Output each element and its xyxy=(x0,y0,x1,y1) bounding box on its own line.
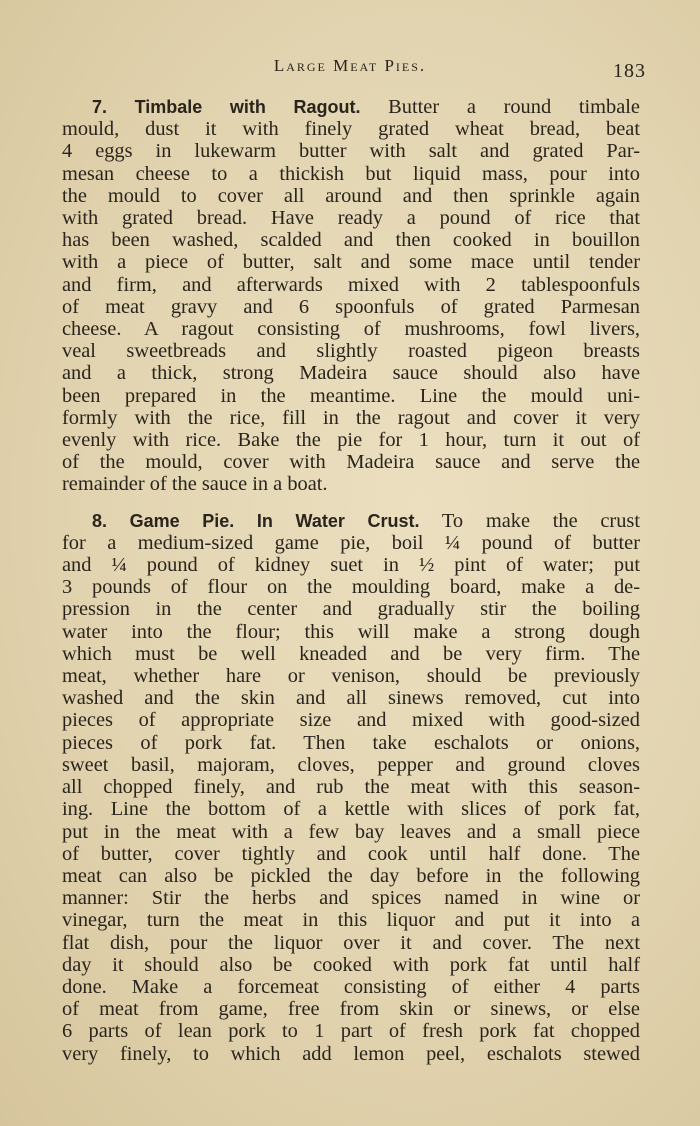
recipe-8-line: 3 pounds of flour on the moulding board, make a de- xyxy=(62,576,640,599)
recipe-7-line: mesan cheese to a thickish but liquid mass, pour into xyxy=(62,162,640,185)
recipe-7-line: of meat gravy and 6 spoonfuls of grated Parmesan xyxy=(62,295,640,318)
recipe-8-line: meat can also be pickled the day before in the following xyxy=(62,864,640,887)
recipe-8-line: done. Make a forcemeat consisting of either 4 parts xyxy=(62,975,640,998)
recipe-7-line: with a piece of butter, salt and some mace until tender xyxy=(62,251,640,274)
recipe-8-line: water into the flour; this will make a strong dough xyxy=(62,620,640,643)
recipe-8-line: 6 parts of lean pork to 1 part of fresh pork fat chopped xyxy=(62,1020,640,1043)
recipe-8-line: day it should also be cooked with pork fat until half xyxy=(62,953,640,976)
recipe-8-line: put in the meat with a few bay leaves and a small piece xyxy=(62,820,640,843)
recipe-7-line: Butter a round timbale xyxy=(388,96,640,118)
page-body xyxy=(62,96,640,1065)
recipe-8-line: flat dish, pour the liquor over it and cover. The next xyxy=(62,931,640,954)
page-number: 183 xyxy=(613,60,646,82)
recipe-8-line: all chopped finely, and rub the meat with this season- xyxy=(62,776,640,799)
recipe-8-line: of meat from game, free from skin or sinews, or else xyxy=(62,998,640,1021)
recipe-8-line: and ¼ pound of kidney suet in ½ pint of water; put xyxy=(62,554,640,577)
recipe-8-line: meat, whether hare or venison, should be previously xyxy=(62,665,640,688)
recipe-8-line: ing. Line the bottom of a kettle with slices of pork fat, xyxy=(62,798,640,821)
recipe-7-first-line xyxy=(62,96,640,118)
recipe-8-line: for a medium-sized game pie, boil ¼ pound of butter xyxy=(62,531,640,554)
recipe-7-line: been prepared in the meantime. Line the mould uni- xyxy=(62,384,640,407)
recipe-8-line: To make the crust xyxy=(441,509,640,532)
recipe-8-line: very finely, to which add lemon peel, eschalots stewed xyxy=(62,1042,640,1065)
recipe-8-line: manner: Stir the herbs and spices named in wine or xyxy=(62,887,640,910)
recipe-8-line: vinegar, turn the meat in this liquor and put it into a xyxy=(62,909,640,932)
recipe-7-line: cheese. A ragout consisting of mushrooms, fowl livers, xyxy=(62,318,640,341)
recipe-8-line: of butter, cover tightly and cook until half done. The xyxy=(62,842,640,865)
recipe-8-line: washed and the skin and all sinews removed, cut into xyxy=(62,687,640,710)
recipe-8-heading: 8. Game Pie. In Water Crust. xyxy=(92,510,420,531)
recipe-7-line: remainder of the sauce in a boat. xyxy=(62,473,328,496)
recipe-7-line: the mould to cover all around and then sprinkle again xyxy=(62,184,640,207)
recipe-7-line: and a thick, strong Madeira sauce should also have xyxy=(62,362,640,385)
recipe-7-heading: 7. Timbale with Ragout. xyxy=(92,97,361,117)
recipe-8-line: pieces of pork fat. Then take eschalots or onions, xyxy=(62,731,640,754)
recipe-7-line: and firm, and afterwards mixed with 2 tablespoonfuls xyxy=(62,273,640,296)
recipe-8-line: sweet basil, majoram, cloves, pepper and ground cloves xyxy=(62,753,640,776)
recipe-7-line: evenly with rice. Bake the pie for 1 hour, turn it out of xyxy=(62,429,640,452)
recipe-7-line: veal sweetbreads and slightly roasted pigeon breasts xyxy=(62,340,640,363)
recipe-8-first-line xyxy=(62,510,640,532)
running-head: Large Meat Pies. xyxy=(273,56,427,75)
recipe-8-line: pieces of appropriate size and mixed with good-sized xyxy=(62,709,640,732)
recipe-7-line: with grated bread. Have ready a pound of rice that xyxy=(62,207,640,230)
recipe-7-line: mould, dust it with finely grated wheat bread, beat xyxy=(62,118,640,141)
recipe-7-line: formly with the rice, fill in the ragout and cover it very xyxy=(62,406,640,429)
recipe-7-line: of the mould, cover with Madeira sauce and serve the xyxy=(62,451,640,474)
recipe-8-line: pression in the center and gradually stir the boiling xyxy=(62,598,640,621)
recipe-7-line: has been washed, scalded and then cooked in bouillon xyxy=(62,229,640,252)
recipe-7-line: 4 eggs in lukewarm butter with salt and grated Par- xyxy=(62,140,640,163)
recipe-8-line: which must be well kneaded and be very firm. The xyxy=(62,642,640,665)
